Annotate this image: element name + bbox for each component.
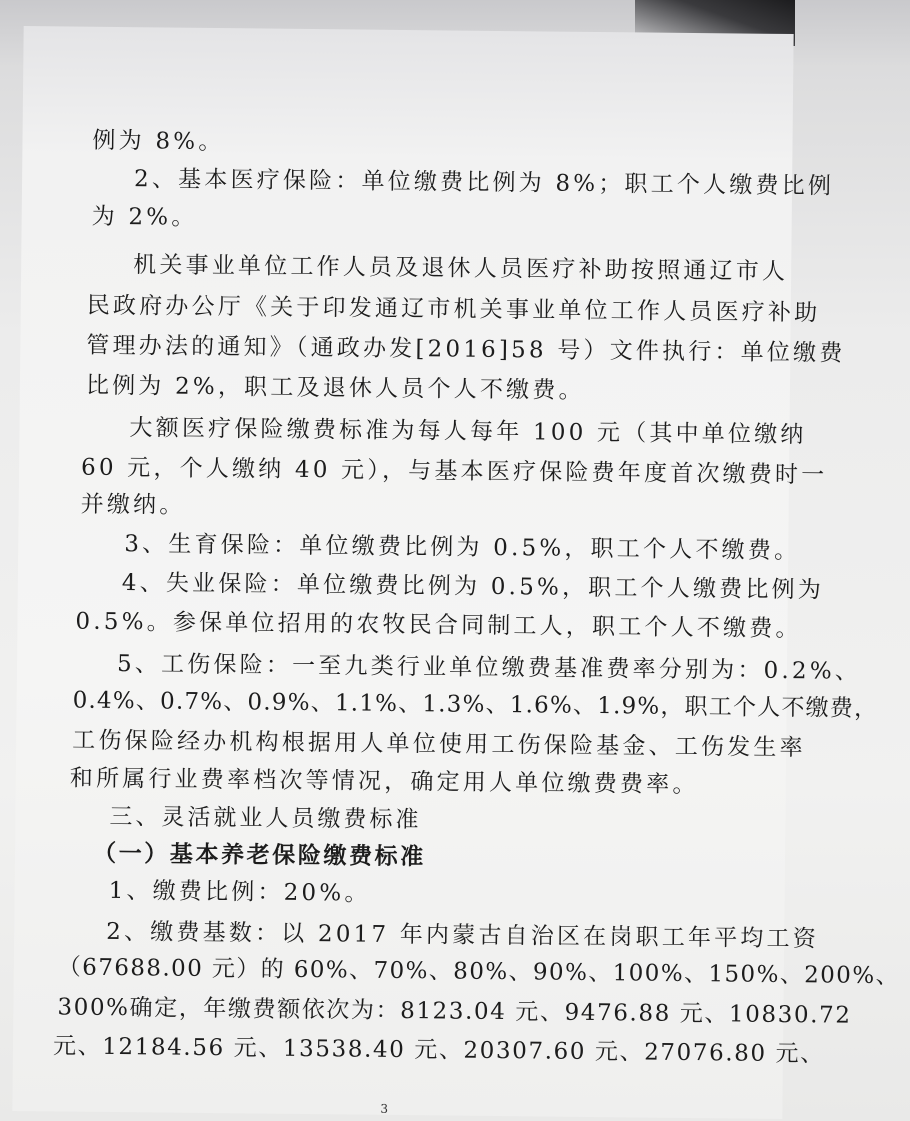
text-line: 管理办法的通知》（通政办发[2016]58 号）文件执行：单位缴费 [86,332,846,367]
text-line: 300%确定，年缴费额依次为：8123.04 元、9476.88 元、10830.72 [57,994,852,1029]
text-line: 4、失业保险：单位缴费比例为 0.5%，职工个人缴费比例为 [121,570,825,604]
text-line: 0.4%、0.7%、0.9%、1.1%、1.3%、1.6%、1.9%，职工个人不缴费， [72,687,879,722]
text-line: 并缴纳。 [80,491,186,519]
text-line: 2、缴费基数：以 2017 年内蒙古自治区在岗职工年平均工资 [106,918,820,953]
subsection-heading: （一）基本养老保险缴费标准 [92,839,426,871]
document-page [12,26,901,1119]
text-line: 机关事业单位工作人员及退休人员医疗补助按照通辽市人 [133,252,789,286]
section-heading: 三、灵活就业人员缴费标准 [109,803,422,834]
text-line: 比例为 2%，职工及退休人员个人不缴费。 [85,372,585,404]
text-line: 民政府办公厅《关于印发通辽市机关事业单位工作人员医疗补助 [86,292,821,327]
text-line: 例为 8%。 [92,127,225,156]
text-line: 和所属行业费率档次等情况，确定用人单位缴费费率。 [69,765,699,799]
text-line: （67688.00 元）的 60%、70%、80%、90%、100%、150%、200%、 [57,954,901,990]
text-line: 元、12184.56 元、13538.40 元、20307.60 元、27076.80 元、 [52,1033,825,1068]
text-line: 5、工伤保险：一至九类行业单位缴费基准费率分别为：0.2%、 [116,651,862,685]
text-line: 工伤保险经办机构根据用人单位使用工伤保险基金、工伤发生率 [72,727,806,762]
text-line: 0.5%。参保单位招用的农牧民合同制工人，职工个人不缴费。 [75,608,802,643]
page-number: 3 [380,1101,389,1116]
text-line: 3、生育保险：单位缴费比例为 0.5%，职工个人不缴费。 [124,531,801,565]
text-line: 2、基本医疗保险：单位缴费比例为 8%；职工个人缴费比例 [133,166,835,200]
text-line: 大额医疗保险缴费标准为每人每年 100 元（其中单位缴纳 [129,415,807,449]
text-line: 1、缴费比例：20%。 [108,877,371,907]
text-line: 60 元，个人缴纳 40 元），与基本医疗保险费年度首次缴费时一 [80,454,828,489]
text-line: 为 2%。 [91,203,198,231]
